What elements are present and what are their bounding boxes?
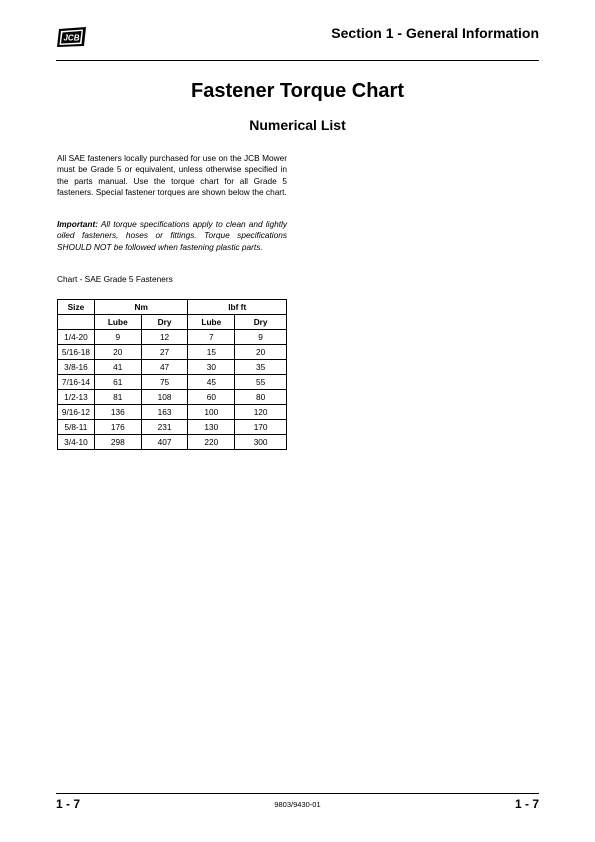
nm-lube-cell: 176 (94, 420, 141, 435)
header-divider (56, 60, 539, 61)
table-header-row (58, 300, 287, 315)
nm-lube-cell: 61 (94, 375, 141, 390)
nm-lube-cell: 9 (94, 330, 141, 345)
jcb-logo (56, 26, 88, 48)
lbf-lube-cell: 220 (188, 435, 235, 450)
size-cell: 7/16-14 (58, 375, 95, 390)
lbf-dry-header: Dry (235, 315, 287, 330)
nm-dry-cell: 75 (141, 375, 188, 390)
torque-table (57, 299, 287, 450)
size-cell: 5/8-11 (58, 420, 95, 435)
nm-lube-cell: 41 (94, 360, 141, 375)
lbf-lube-cell: 7 (188, 330, 235, 345)
lbf-lube-cell: 15 (188, 345, 235, 360)
nm-lube-cell: 81 (94, 390, 141, 405)
nm-lube-cell: 298 (94, 435, 141, 450)
size-cell: 1/4-20 (58, 330, 95, 345)
table-row (58, 330, 287, 345)
lbf-lube-header: Lube (188, 315, 235, 330)
nm-dry-cell: 231 (141, 420, 188, 435)
size-cell: 3/4-10 (58, 435, 95, 450)
size-cell: 9/16-12 (58, 405, 95, 420)
nm-dry-cell: 163 (141, 405, 188, 420)
nm-dry-cell: 407 (141, 435, 188, 450)
table-row (58, 435, 287, 450)
size-subheader-blank (58, 315, 95, 330)
section-title: Section 1 - General Information (331, 25, 539, 41)
page-number-left: 1 - 7 (56, 797, 81, 811)
nm-dry-cell: 12 (141, 330, 188, 345)
size-cell: 3/8-16 (58, 360, 95, 375)
size-cell: 1/2-13 (58, 390, 95, 405)
page-number-right: 1 - 7 (514, 797, 539, 811)
logo-text: JCB (63, 33, 80, 43)
page-subtitle: Numerical List (249, 117, 346, 133)
lbf-dry-cell: 55 (235, 375, 287, 390)
lbf-dry-cell: 20 (235, 345, 287, 360)
nm-dry-cell: 108 (141, 390, 188, 405)
important-label: Important: (57, 219, 99, 229)
document-number: 9803/9430-01 (274, 800, 321, 809)
nm-dry-header: Dry (141, 315, 188, 330)
table-subheader-row (58, 315, 287, 330)
lbf-dry-cell: 120 (235, 405, 287, 420)
lbf-lube-cell: 60 (188, 390, 235, 405)
chart-caption: Chart - SAE Grade 5 Fasteners (57, 274, 173, 284)
important-text: All torque specifications apply to clean and lightly oiled fasteners, hoses or fittings. Torque specifications SHOULD NOT be followed when fastening plastic parts. (57, 219, 287, 252)
lbf-dry-cell: 35 (235, 360, 287, 375)
nm-dry-cell: 47 (141, 360, 188, 375)
intro-paragraph: All SAE fasteners locally purchased for use on the JCB Mower must be Grade 5 or equivalent, unless otherwise specified in the parts manual. Use the torque chart for all Grade 5 fasteners. Special fastener torques are shown below the chart. (57, 153, 287, 197)
nm-lube-cell: 136 (94, 405, 141, 420)
nm-lube-header: Lube (94, 315, 141, 330)
nm-dry-cell: 27 (141, 345, 188, 360)
nm-header: Nm (94, 300, 188, 315)
size-cell: 5/16-18 (58, 345, 95, 360)
table-row (58, 390, 287, 405)
lbf-dry-cell: 9 (235, 330, 287, 345)
table-row (58, 345, 287, 360)
lbf-lube-cell: 30 (188, 360, 235, 375)
lbf-dry-cell: 300 (235, 435, 287, 450)
lbf-dry-cell: 170 (235, 420, 287, 435)
table-row (58, 405, 287, 420)
lbf-header: lbf ft (188, 300, 287, 315)
lbf-lube-cell: 45 (188, 375, 235, 390)
lbf-lube-cell: 100 (188, 405, 235, 420)
lbf-lube-cell: 130 (188, 420, 235, 435)
table-row (58, 420, 287, 435)
lbf-dry-cell: 80 (235, 390, 287, 405)
size-header: Size (58, 300, 95, 315)
table-row (58, 360, 287, 375)
nm-lube-cell: 20 (94, 345, 141, 360)
page-title: Fastener Torque Chart (191, 80, 404, 102)
important-note (57, 219, 287, 253)
footer-divider (56, 793, 539, 794)
table-row (58, 375, 287, 390)
